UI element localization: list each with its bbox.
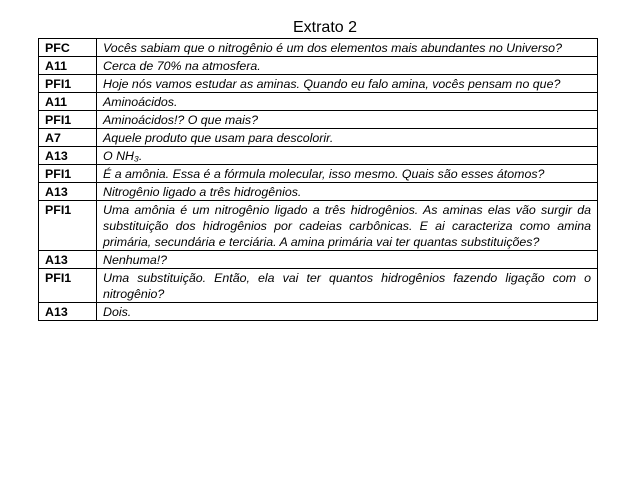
table-row bbox=[39, 39, 598, 57]
speaker-cell: PFC bbox=[39, 39, 97, 57]
table-row bbox=[39, 111, 598, 129]
table-row bbox=[39, 165, 598, 183]
speaker-cell: A7 bbox=[39, 129, 97, 147]
utterance-cell: Nitrogênio ligado a três hidrogênios. bbox=[97, 183, 598, 201]
speaker-cell: A13 bbox=[39, 251, 97, 269]
document-title: Extrato 2 bbox=[292, 19, 358, 36]
utterance-cell: Cerca de 70% na atmosfera. bbox=[97, 57, 598, 75]
table-row bbox=[39, 75, 598, 93]
speaker-cell: A13 bbox=[39, 183, 97, 201]
speaker-cell: PFI1 bbox=[39, 75, 97, 93]
speaker-cell: A11 bbox=[39, 57, 97, 75]
speaker-cell: PFI1 bbox=[39, 269, 97, 303]
utterance-cell: Aminoácidos!? O que mais? bbox=[97, 111, 598, 129]
table-row bbox=[39, 183, 598, 201]
table-row bbox=[39, 251, 598, 269]
utterance-cell: Hoje nós vamos estudar as aminas. Quando eu falo amina, vocês pensam no que? bbox=[97, 75, 598, 93]
utterance-cell: Aminoácidos. bbox=[97, 93, 598, 111]
speaker-cell: PFI1 bbox=[39, 111, 97, 129]
speaker-cell: A13 bbox=[39, 303, 97, 321]
table-row bbox=[39, 57, 598, 75]
table-row bbox=[39, 201, 598, 251]
table-row bbox=[39, 303, 598, 321]
utterance-cell: Dois. bbox=[97, 303, 598, 321]
utterance-cell: O NH₃. bbox=[97, 147, 598, 165]
utterance-cell: Aquele produto que usam para descolorir. bbox=[97, 129, 598, 147]
utterance-cell: Nenhuma!? bbox=[97, 251, 598, 269]
utterance-cell: Uma amônia é um nitrogênio ligado a três hidrogênios. As aminas elas vão surgir da substituição dos hidrogênios por cadeias carbônicas. E ai caracteriza como amina primária, secundária e terciária. A amina primária vai ter quantas substituições? bbox=[97, 201, 598, 251]
speaker-cell: A13 bbox=[39, 147, 97, 165]
speaker-cell: PFI1 bbox=[39, 165, 97, 183]
transcript-table bbox=[38, 38, 598, 321]
utterance-cell: É a amônia. Essa é a fórmula molecular, isso mesmo. Quais são esses átomos? bbox=[97, 165, 598, 183]
speaker-cell: PFI1 bbox=[39, 201, 97, 251]
utterance-cell: Uma substituição. Então, ela vai ter quantos hidrogênios fazendo ligação com o nitrogênio? bbox=[97, 269, 598, 303]
table-row bbox=[39, 129, 598, 147]
speaker-cell: A11 bbox=[39, 93, 97, 111]
table-row bbox=[39, 93, 598, 111]
table-row bbox=[39, 269, 598, 303]
table-row bbox=[39, 147, 598, 165]
utterance-cell: Vocês sabiam que o nitrogênio é um dos elementos mais abundantes no Universo? bbox=[97, 39, 598, 57]
